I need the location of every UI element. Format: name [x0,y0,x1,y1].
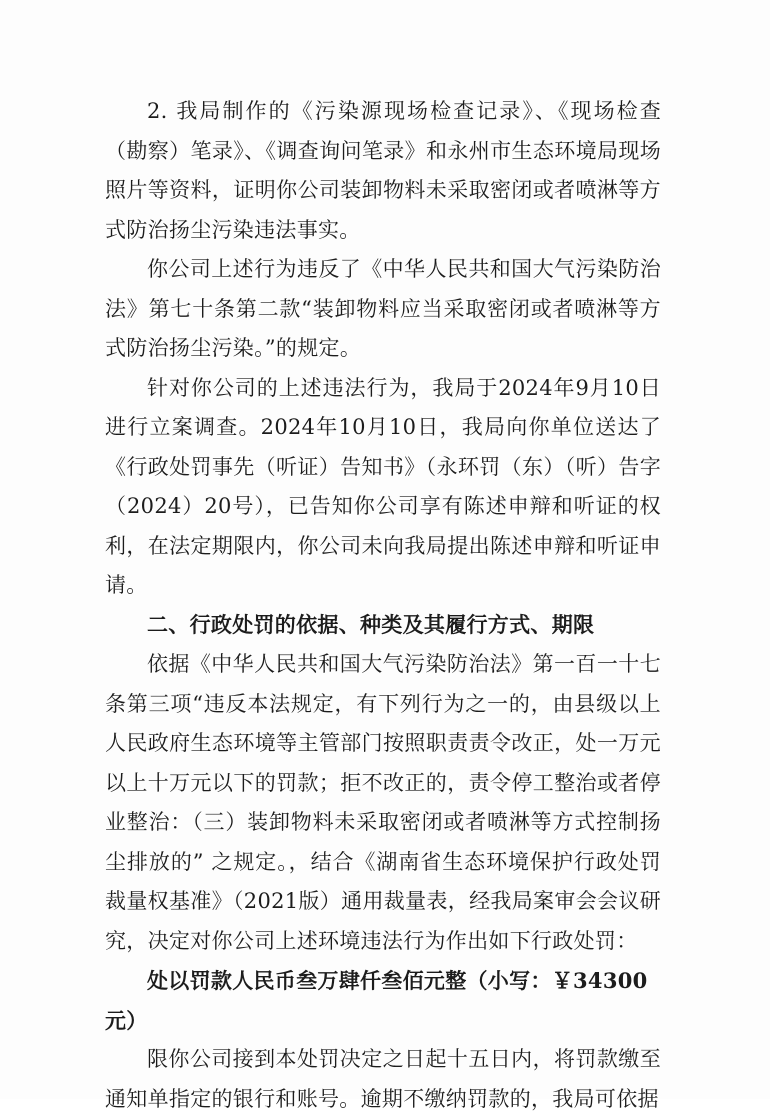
section-heading-penalty-basis: 二、行政处罚的依据、种类及其履行方式、期限 [147,612,595,637]
legal-basis-paragraph: 依据《中华人民共和国大气污染防治法》第一百一十七条第三项“违反本法规定，有下列行为之一的，由县级以上人民政府生态环境等主管部门按照职责责令改正，处一万元以上十万元以下的罚款；拒不改正的，责令停工整治或者停业整治：（三）装卸物料未采取密闭或者喷淋等方式控制扬尘排放的” 之规定。，结合《湖南省生态环境保护行政处罚裁量权基准》（2021版）通用裁量表，经我局案审会会议研究，决定对你公司上述环境违法行为作出如下行政处罚： [105,652,661,953]
investigation-paragraph: 针对你公司的上述违法行为，我局于2024年9月10日进行立案调查。2024年10月10日，我局向你单位送达了《行政处罚事先（听证）告知书》（永环罚（东）（听）告字（2024）20号），已告知你公司享有陈述申辩和听证的权利，在法定期限内，你公司未向我局提出陈述申辩和听证申请。 [105,375,661,597]
evidence-paragraph: 2. 我局制作的《污染源现场检查记录》、《现场检查（勘察）笔录》、《调查询问笔录》和永州市生态环境局现场照片等资料，证明你公司装卸物料未采取密闭或者喷淋等方式防治扬尘污染违法事实。 [105,99,661,242]
document-body [105,92,661,1119]
penalty-amount-paragraph: 处以罚款人民币叁万肆仟叁佰元整（小写：￥34300 元） [105,968,648,1033]
payment-deadline-paragraph: 限你公司接到本处罚决定之日起十五日内，将罚款缴至通知单指定的银行和账号。逾期不缴纳罚款的，我局可依据 [105,1047,661,1111]
violation-paragraph: 你公司上述行为违反了《中华人民共和国大气污染防治法》第七十条第二款“装卸物料应当采取密闭或者喷淋等方式防治扬尘污染。”的规定。 [105,257,661,360]
